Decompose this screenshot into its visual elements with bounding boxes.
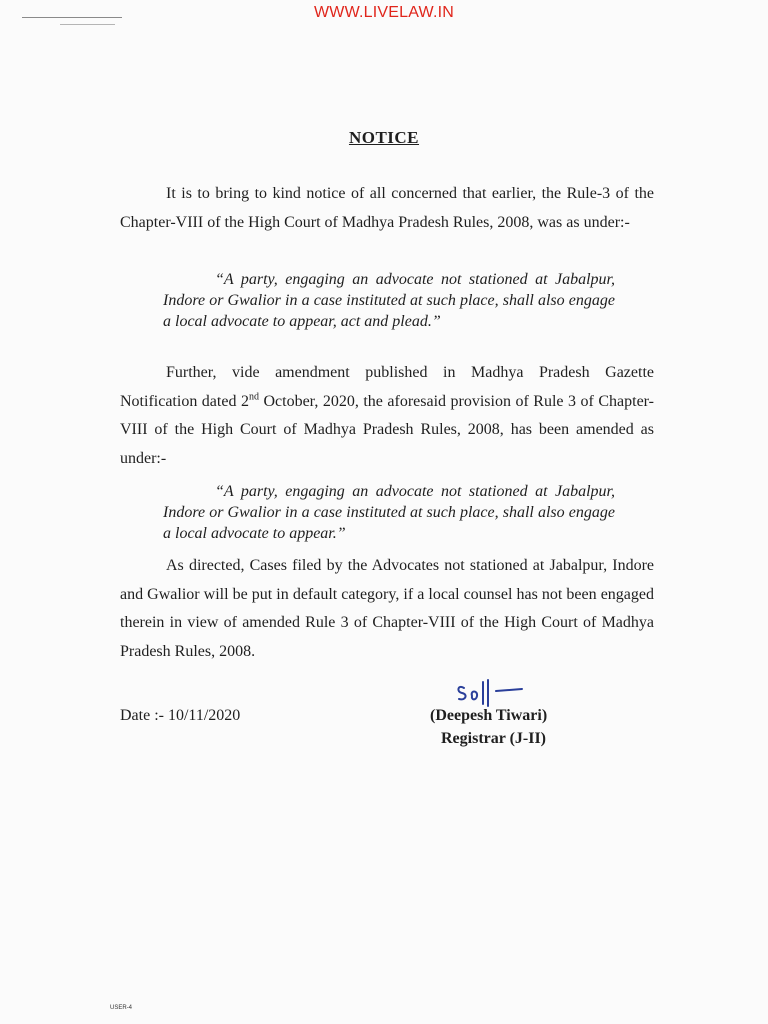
quote-amended-rule-text: “A party, engaging an advocate not stationed at Jabalpur, Indore or Gwalior in a case instituted at such place, shall also engage a local advocate to appear.” [163,483,615,542]
paragraph-2-text-a: Further, vide amendment published in Madhya Pradesh Gazette Notification dated 2 [120,364,654,410]
footer-code: USER-4 [110,1005,133,1011]
paragraph-2-text-b: October, 2020, the aforesaid provision of Rule 3 of Chapter-VIII of the High Court of Madhya Pradesh Rules, 2008, has been amended as under:- [120,392,655,467]
paragraph-3-text: As directed, Cases filed by the Advocates not stationed at Jabalpur, Indore and Gwalior will be put in default category, if a local counsel has not been engaged therein in view of amended Rule 3 of Chapter-VIII of the High Court of Madhya Pradesh Rules, 2008. [120,557,654,660]
watermark-livelaw[interactable]: WWW.LIVELAW.IN [314,4,454,21]
quote-amended-rule [163,481,615,544]
paragraph-1 [120,180,654,237]
paragraph-2 [120,359,654,473]
signatory-designation: Registrar (J-II) [441,730,547,747]
paragraph-3 [120,552,654,666]
date-line: Date :- 10/11/2020 [120,707,241,724]
ordinal-superscript: nd [248,391,259,403]
page-title: NOTICE [348,128,420,147]
signatory-name: (Deepesh Tiwari) [430,707,548,724]
paragraph-1-text: It is to bring to kind notice of all concerned that earlier, the Rule-3 of the Chapter-VIII of the High Court of Madhya Pradesh Rules, 2008, was as under:- [120,185,654,231]
quote-original-rule-text: “A party, engaging an advocate not stationed at Jabalpur, Indore or Gwalior in a case instituted at such place, shall also engage a local advocate to appear, act and plead.” [163,271,615,330]
handwritten-signature [452,676,532,710]
quote-original-rule [163,269,615,332]
scan-mark-line [60,24,115,25]
